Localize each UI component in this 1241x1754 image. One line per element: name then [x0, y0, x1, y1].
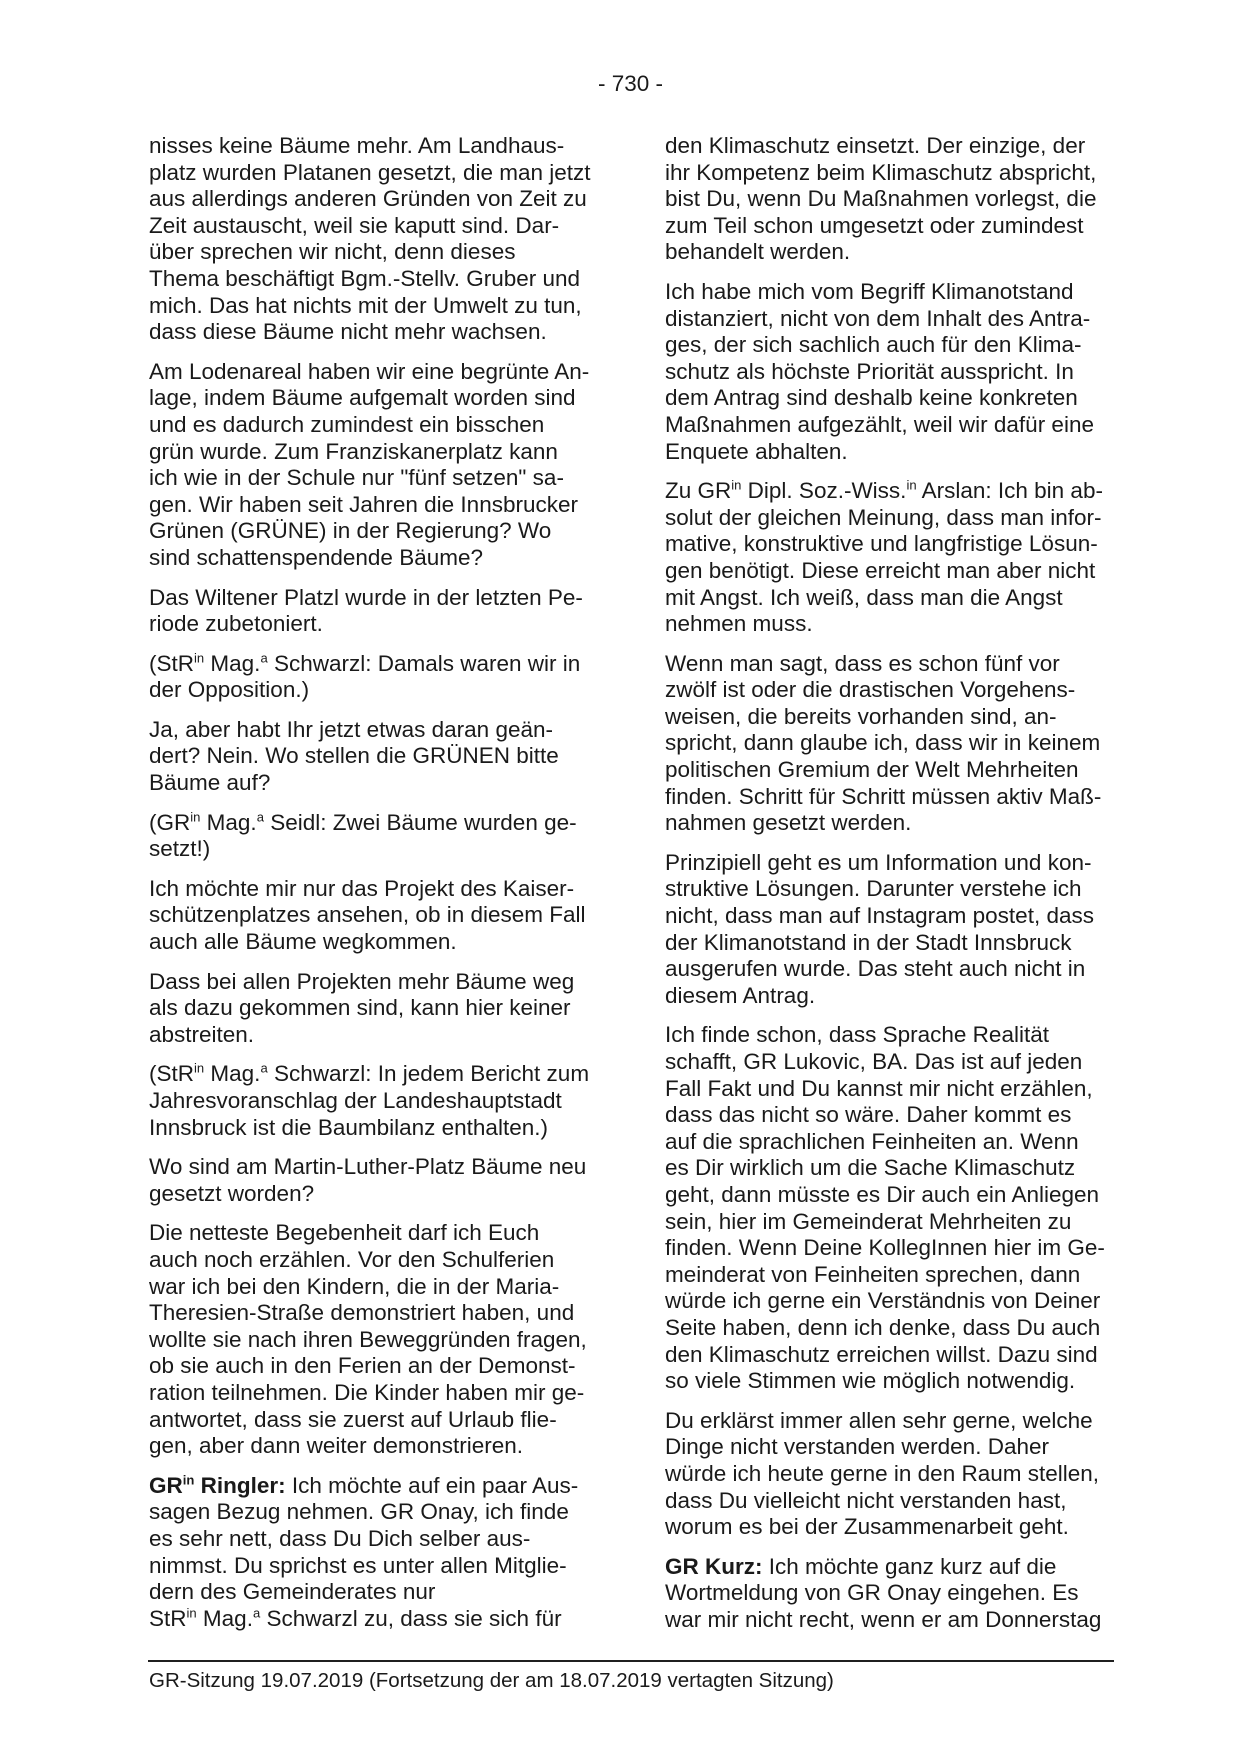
paragraph: Prinzipiell geht es um Information und kon- struktive Lösungen. Darunter verstehe ich nicht, dass man auf Instagram postet, dass der Klimanotstand in der Stadt Innsbruck ausgerufen wurde. Das steht auch nicht in diesem Antrag.: [665, 849, 1094, 1008]
paragraph: Ja, aber habt Ihr jetzt etwas daran geän- dert? Nein. Wo stellen die GRÜNEN bitte Bäume auf?: [149, 716, 559, 796]
paragraph: (StR$^{in}$ Mag.$^a$ Schwarzl: Damals waren wir in der Opposition.): [149, 650, 581, 703]
paragraph: Wo sind am Martin-Luther-Platz Bäume neu gesetzt worden?: [149, 1154, 587, 1206]
paragraph: (StR$^{in}$ Mag.$^a$ Schwarzl: In jedem Bericht zum Jahresvoranschlag der Landeshauptstadt Innsbruck ist die Baumbilanz enthalten.): [149, 1060, 590, 1140]
paragraph: Wenn man sagt, dass es schon fünf vor zwölf ist oder die drastischen Vorgehens- weisen, die bereits vorhanden sind, an- spricht, dann glaube ich, dass wir in keinem politischen Gremium der Welt Mehrheiten finden. Schritt für Schritt müssen aktiv Maß- nahmen gesetzt werden.: [665, 650, 1102, 836]
footer-text: GR-Sitzung 19.07.2019 (Fortsetzung der am 18.07.2019 vertagten Sitzung): [149, 1669, 834, 1692]
paragraph: Du erklärst immer allen sehr gerne, welche Dinge nicht verstanden werden. Daher würde ich heute gerne in den Raum stellen, dass Du vielleicht nicht verstanden hast, worum es bei der Zusammenarbeit geht.: [665, 1407, 1100, 1540]
paragraph: Ich finde schon, dass Sprache Realität schafft, GR Lukovic, BA. Das ist auf jeden Fall Fakt und Du kannst mir nicht erzählen, dass das nicht so wäre. Daher kommt es auf die sprachlichen Feinheiten an. Wenn es Dir wirklich um die Sache Klimaschutz geht, dann müsste es Dir auch ein Anliegen sein, hier im Gemeinderat Mehrheiten zu finden. Wenn Deine KollegInnen hier im Ge- meinderat von Feinheiten sprechen, dann würde ich gerne ein Verständnis von Deiner Seite haben, denn ich denke, dass Du auch den Klimaschutz erreichen willst. Dazu sind so viele Stimmen wie möglich notwendig.: [665, 1022, 1105, 1394]
paragraph: GR Kurz: Ich möchte ganz kurz auf die Wortmeldung von GR Onay eingehen. Es war mir nicht recht, wenn er am Donnerstag: [665, 1553, 1102, 1632]
paragraph: Das Wiltener Platzl wurde in der letzten Pe- riode zubetoniert.: [149, 584, 583, 637]
paragraph: $GR^{in}$ Ringler: Ich möchte auf ein paar Aus- sagen Bezug nehmen. GR Onay, ich finde es sehr nett, dass Du Dich selber aus- nimmst. Du sprichst es unter allen Mitglie- dern des Gemeinderates nur StR$^{in}$ Mag.$^a$ Schwarzl zu, dass sie sich für: [149, 1472, 579, 1631]
text-column-right: [665, 133, 1170, 1633]
paragraph: ($GR^{in}$ Mag.$^a$ Seidl: Zwei Bäume wurden ge- setzt!): [149, 809, 577, 862]
page-number: - 730 -: [597, 71, 664, 96]
paragraph: Ich habe mich vom Begriff Klimanotstand distanziert, nicht von dem Inhalt des Antra- ges, der sich sachlich auch für den Klima- schutz als höchste Priorität ausspricht. In dem Antrag sind deshalb keine konkreten Maßnahmen aufgezählt, weil wir dafür eine Enquete abhalten.: [665, 278, 1094, 464]
paragraph: Am Lodenareal haben wir eine begrünte An- lage, indem Bäume aufgemalt worden sind und es dadurch zumindest ein bisschen grün wurde. Zum Franziskanerplatz kann ich wie in der Schule nur "fünf setzen" sa- gen. Wir haben seit Jahren die Innsbrucker Grünen (GRÜNE) in der Regierung? Wo sind schattenspendende Bäume?: [149, 358, 590, 570]
paragraph: Dass bei allen Projekten mehr Bäume weg als dazu gekommen sind, kann hier keiner abstreiten.: [149, 968, 575, 1047]
paragraph: Die netteste Begebenheit darf ich Euch auch noch erzählen. Vor den Schulferien war ich bei den Kindern, die in der Maria- Theresien-Straße demonstriert haben, und wollte sie nach ihren Beweggründen fragen, ob sie auch in den Ferien an der Demonst- ration teilnehmen. Die Kinder haben mir ge- antwortet, dass sie zuerst auf Urlaub flie- gen, aber dann weiter demonstrieren.: [149, 1220, 587, 1459]
text-column-left: [149, 133, 654, 1632]
paragraph: nisses keine Bäume mehr. Am Landhaus- platz wurden Platanen gesetzt, die man jetzt aus allerdings anderen Gründen von Zeit zu Zeit austauscht, weil sie kaputt sind. Dar- über sprechen wir nicht, denn dieses Thema beschäftigt Bgm.-Stellv. Gruber und mich. Das hat nichts mit der Umwelt zu tun, dass diese Bäume nicht mehr wachsen.: [149, 133, 591, 345]
paragraph: Zu $GR^{in}$ Dipl. Soz.-Wiss.$^{in}$ Arslan: Ich bin ab- solut der gleichen Meinung, dass man infor- mative, konstruktive und langfristige Lösun- gen benötigt. Diese erreicht man aber nicht mit Angst. Ich weiß, dass man die Angst nehmen muss.: [665, 477, 1103, 637]
paragraph: Ich möchte mir nur das Projekt des Kaiser- schützenplatzes ansehen, ob in diesem Fall auch alle Bäume wegkommen.: [149, 875, 586, 955]
paragraph: den Klimaschutz einsetzt. Der einzige, der ihr Kompetenz beim Klimaschutz abspricht, bist Du, wenn Du Maßnahmen vorlegst, die zum Teil schon umgesetzt oder zumindest behandelt werden.: [665, 133, 1097, 265]
footer-divider: [148, 1660, 1114, 1662]
